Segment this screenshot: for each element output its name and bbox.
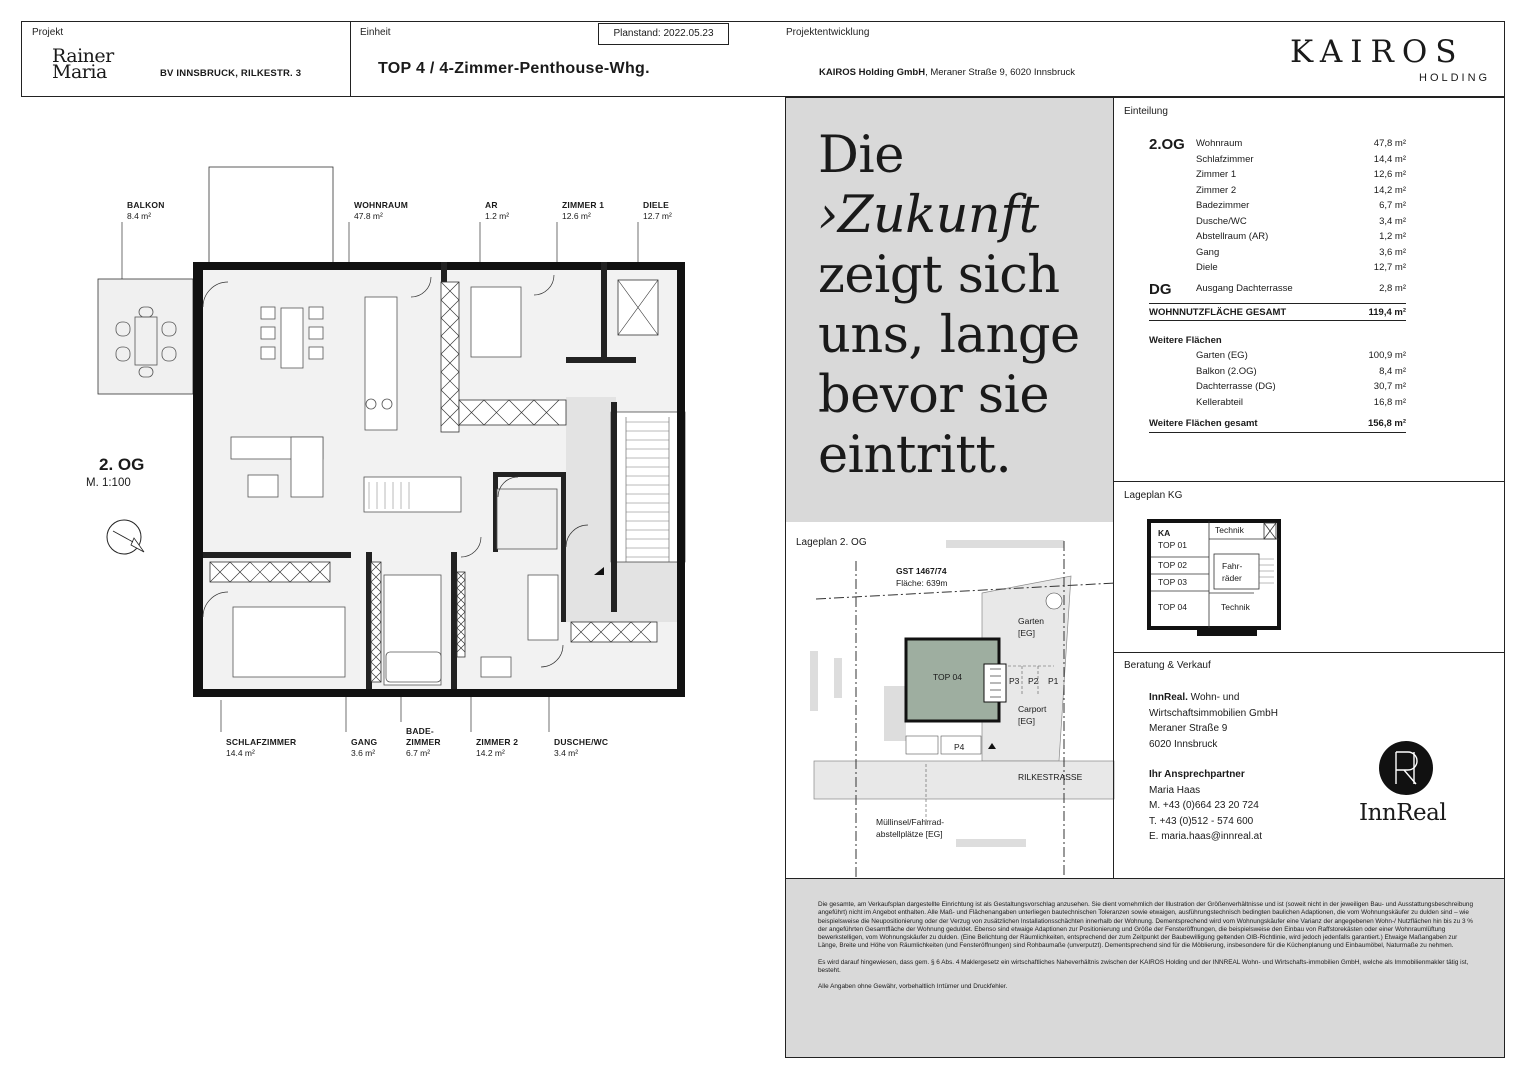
parking-p3: P3 [1009,676,1020,686]
parking-p4: P4 [954,742,965,752]
disclaimer-paragraph: Alle Angaben ohne Gewähr, vorbehaltlich Irrtümer und Druckfehler. [818,983,1008,991]
room-label-zimmer2: ZIMMER 2 14.2 m² [476,737,519,758]
street-label: RILKESTRASSE [1018,772,1083,782]
unit-title: TOP 4 / 4-Zimmer-Penthouse-Whg. [378,60,650,77]
room-label-ar: AR 1.2 m² [485,200,510,221]
area-row: Zimmer 2 14,2 m² [1196,184,1406,196]
ka-label: KA [1158,528,1171,538]
top02-label: TOP 02 [1158,560,1187,570]
einteilung-title: Einteilung [1124,106,1168,117]
area-row: Dusche/WC 3,4 m² [1196,215,1406,227]
lageplan-2og-drawing [786,521,1115,879]
disclaimer-paragraph: Die gesamte, am Verkaufsplan dargestellte Einrichtung ist als Gestaltungsvorschlag anzusehen. Sie dient vornehmlich der Illustration der Größenverhältnisse und ist (soweit nicht in der jeweiligen Bau- und Ausstattungsbeschreibung angeführt) nicht im Angebot enthalten. Alle Maß- und Flächenangaben unterliegen bautechnischen Toleranzen sowie etwaigen, ausführungstechnisch bedingten baulichen Adaptionen, die vom Wohnungskäufer zu dulden sind – wie beispielsweise die Neupositionierung oder der Verzug von zusätzlichen Installationsschächten innerhalb der Wohnung. Dementsprechend wird vom Wohnungskäufer eine Varianz der angegebenen Wohn-/ Nutzflächen hin bis zu 3 % der angeführten Gesamtfläche der Wohnung geduldet. Ebenso sind etwaige Adaptionen zur Positionierung und Größe der Fensteröffnungen, die beispielsweise den Einbau von Raffstorekästen oder einer Wohnraumlüftung bewerkstelligen, vom Wohnungskäufer zu dulden. (Eine Belichtung der Räumlichkeiten, entsprechend der zum Zeitpunkt der Baubewilligung geltenden OIB-Richtlinie, wird jedoch jedenfalls garantiert.) Etwaige Maßangaben zur Länge, Breite und Höhe von Räumlichkeiten (und Fensteröffnungen) sind Rohbaumaße (unverputzt). Dementsprechend sind für die Möblierung, insbesondere für die Küchenplanung und Einbaumöbel, Naturmaße zu nehmen. [818,901,1474,950]
header-bar [21,21,1505,97]
muellinsel-label-1: Müllinsel/Fahrrad- [876,817,945,827]
area-row: Zimmer 1 12,6 m² [1196,169,1406,180]
room-label-diele: DIELE 12.7 m² [643,200,672,221]
header-divider [350,22,351,96]
developer-company: KAIROS Holding GmbH [819,67,926,78]
area-row: Dachterrasse (DG) 30,7 m² [1196,381,1406,392]
garten-label-1: Garten [1018,616,1044,626]
brand-line-2: Maria [52,61,107,83]
project-name: BV INNSBRUCK, RILKESTR. 3 [160,68,302,79]
contact-title: Ihr Ansprechpartner [1149,769,1245,780]
room-label-gang: GANG 3.6 m² [351,737,378,758]
beratung-panel [1113,652,1505,879]
area-row: Schlafzimmer 14,4 m² [1196,153,1406,165]
room-label-badezimmer: BADE- ZIMMER 6.7 m² [406,726,441,758]
parking-p2: P2 [1028,676,1039,686]
technik-label: Technik [1221,602,1250,612]
carport-label-2: [EG] [1018,716,1036,726]
contact-email[interactable]: E. maria.haas@innreal.at [1149,831,1262,842]
quote-line-italic: ›Zukunft [818,186,1039,245]
einheit-label: Einheit [360,27,391,38]
developer-address: , Meraner Straße 9, 6020 Innsbruck [925,67,1076,78]
plan-scale: M. 1:100 [86,477,131,489]
disclaimer-paragraph: Es wird darauf hingewiesen, dass gem. § 6 Abs. 4 Maklergesetz ein wirtschaftliches Naheverhältnis zwischen der KAIROS Holding und der INNREAL Wohn- und Wirtschafts-immobilien GmbH, welche als Immobilienmakler tätig ist, besteht. [818,958,1469,975]
contact-phone[interactable]: T. +43 (0)512 - 574 600 [1149,815,1254,827]
quote-panel [785,97,1113,522]
area-row: Balkon (2.OG) 8,4 m² [1196,365,1406,377]
rainer-maria-logo [52,45,114,83]
contact-block [1149,690,1278,845]
kairos-logo: KAIROS [1290,34,1465,70]
developer-line [819,67,1075,78]
technik-label: Technik [1215,525,1244,535]
company-street: Meraner Straße 9 [1149,723,1228,734]
gst-label: GST 1467/74 [896,566,947,576]
planstand-box: Planstand: 2022.05.23 [598,23,729,45]
area-row: Gang 3,6 m² [1196,246,1406,258]
floor-tag: 2.OG [1149,136,1185,153]
contact-mobile[interactable]: M. +43 (0)664 23 20 724 [1149,800,1259,811]
room-label-zimmer1: ZIMMER 1 12.6 m² [562,200,605,221]
contact-name: Maria Haas [1149,784,1201,796]
beratung-title: Beratung & Verkauf [1124,660,1211,671]
company-rest: Wohn- und [1187,692,1240,703]
flaeche-label: Fläche: 639m [896,578,948,588]
quote-text [818,126,1080,486]
lageplan-2og-panel [785,521,1114,879]
floor-plan [21,97,785,877]
room-label-balkon: BALKON 8.4 m² [127,200,165,221]
quote-line: bevor sie [818,366,1050,425]
quote-line: eintritt. [818,426,1012,485]
floor-tag: DG [1149,280,1172,298]
quote-line: Die [818,126,904,185]
top04-plot-label: TOP 04 [933,672,962,682]
floor-plan-drawing [21,97,785,877]
einteilung-table [1149,138,1406,433]
total-row: WOHNNUTZFLÄCHE GESAMT 119,4 m² [1149,303,1406,321]
area-row: Diele 12,7 m² [1196,262,1406,273]
area-row: DG Ausgang Dachterrasse 2,8 m² [1149,280,1406,298]
muellinsel-label-2: abstellplätze [EG] [876,829,943,839]
innreal-emblem-icon [1376,738,1436,798]
einteilung-panel [1113,97,1505,482]
lageplan-kg-panel [1113,481,1505,653]
company-bold: InnReal. [1149,692,1188,703]
innreal-logo: InnReal [1359,800,1447,826]
quote-line: zeigt sich [818,246,1060,305]
disclaimer-text [818,901,1478,1000]
room-label-dusche-wc: DUSCHE/WC 3.4 m² [554,737,609,758]
projekt-label: Projekt [32,27,64,38]
area-row: Abstellraum (AR) 1,2 m² [1196,231,1406,242]
carport-label-1: Carport [1018,704,1047,714]
area-row: Garten (EG) 100,9 m² [1196,350,1406,361]
weitere-title: Weitere Flächen [1149,335,1222,346]
disclaimer-panel [785,878,1505,1058]
parking-p1: P1 [1048,676,1059,686]
brand-line-1: Rainer [52,45,114,67]
lageplan-kg-title: Lageplan KG [1124,490,1183,501]
fahrraeder-label-1: Fahr- [1222,561,1243,571]
area-row: 2.OG Wohnraum 47,8 m² [1149,136,1406,153]
kairos-holding-text: HOLDING [1419,72,1491,84]
weitere-total-row: Weitere Flächen gesamt 156,8 m² [1149,415,1406,433]
top01-label: TOP 01 [1158,540,1187,550]
area-row: Badezimmer 6,7 m² [1196,200,1406,211]
company-city: 6020 Innsbruck [1149,738,1218,750]
room-label-wohnraum: WOHNRAUM 47.8 m² [354,200,409,221]
floor-name: 2. OG [99,455,145,474]
lageplan-2og-title: Lageplan 2. OG [796,537,867,548]
projektentwicklung-label: Projektentwicklung [786,27,870,38]
top03-label: TOP 03 [1158,577,1187,587]
garten-label-2: [EG] [1018,628,1036,638]
quote-line: uns, lange [818,306,1080,365]
area-row: Kellerabteil 16,8 m² [1196,396,1406,408]
fahrraeder-label-2: räder [1222,573,1242,583]
room-label-schlafzimmer: SCHLAFZIMMER 14.4 m² [226,737,297,758]
company-line-2: Wirtschaftsimmobilien GmbH [1149,707,1278,719]
top04-label: TOP 04 [1158,602,1187,612]
